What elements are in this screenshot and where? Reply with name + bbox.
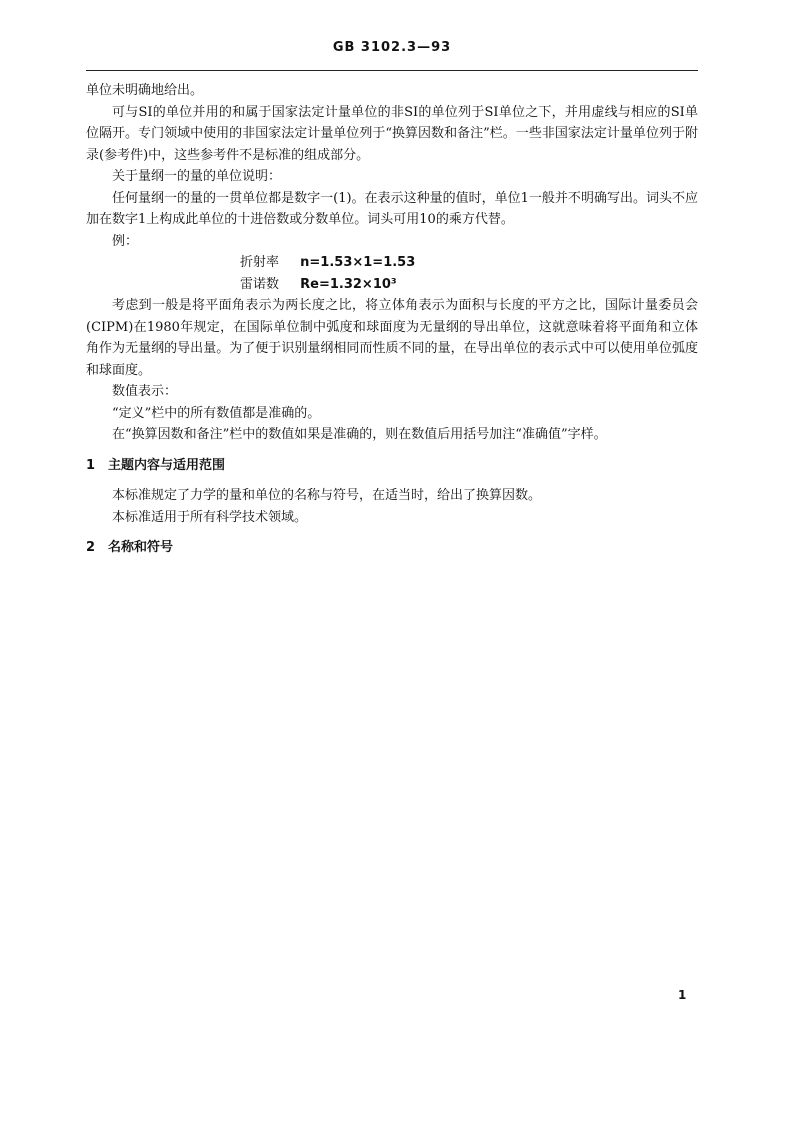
paragraph-scope-2: 本标准适用于所有科学技术领域。 — [112, 509, 308, 525]
paragraph-numeric-heading: 数值表示： — [112, 384, 178, 399]
section-title: 名称和符号 — [108, 540, 174, 555]
formula-label: 折射率 — [240, 255, 280, 270]
section-title: 主题内容与适用范围 — [108, 457, 226, 473]
formula-refractive-index — [86, 252, 698, 274]
section-number: 2 — [86, 540, 96, 555]
paragraph-continuation: 单位未明确地给出。 — [86, 83, 204, 98]
paragraph-definition-exact: “定义”栏中的所有数值都是准确的。 — [112, 405, 321, 421]
paragraph-dimensionless-unit: 任何量纲一的量的一贯单位都是数字一(1)。在表示这种量的值时，单位1一般并不明确写出。词头不应加在数字1上构成此单位的十进倍数或分数单位。词头可用10的乘方代替。 — [86, 190, 698, 227]
formula-label: 雷诺数 — [240, 276, 280, 292]
section-1-heading — [86, 455, 698, 477]
paragraph-plane-solid-angle: 考虑到一般是将平面角表示为两长度之比，将立体角表示为面积与长度的平方之比，国际计量委员会(CIPM)在1980年规定，在国际单位制中弧度和球面度为无量纲的导出单位，这就意味着将平面角和立体角作为无量纲的导出量。为了便于识别量纲相同而性质不同的量，在导出单位的表示式中可以使用单位弧度和球面度。 — [86, 298, 698, 378]
header-rule — [86, 70, 698, 71]
paragraph-conversion-exact: 在“换算因数和备注”栏中的数值如果是准确的，则在数值后用括号加注“准确值”字样。 — [112, 427, 607, 442]
paragraph-dimensionless-heading: 关于量纲一的量的单位说明： — [112, 169, 282, 184]
document-header-code: GB 3102.3—93 — [332, 40, 452, 55]
document-body — [86, 80, 698, 568]
paragraph-si-units: 可与SI的单位并用的和属于国家法定计量单位的非SI的单位列于SI单位之下，并用虚线与相应的SI单位隔开。专门领域中使用的非国家法定计量单位列于“换算因数和备注”栏。一些非国家法定计量单位列于附录(参考件)中，这些参考件不是标准的组成部分。 — [86, 104, 698, 163]
formula-expression: n=1.53×1=1.53 — [300, 255, 416, 270]
section-number: 1 — [86, 457, 96, 473]
formula-expression: Re=1.32×10³ — [300, 276, 397, 292]
section-2-heading — [86, 537, 698, 559]
formula-reynolds-number — [86, 274, 698, 296]
paragraph-scope-1: 本标准规定了力学的量和单位的名称与符号，在适当时，给出了换算因数。 — [112, 488, 542, 503]
paragraph-example-label: 例： — [112, 233, 139, 249]
page-number: 1 — [678, 988, 687, 1002]
